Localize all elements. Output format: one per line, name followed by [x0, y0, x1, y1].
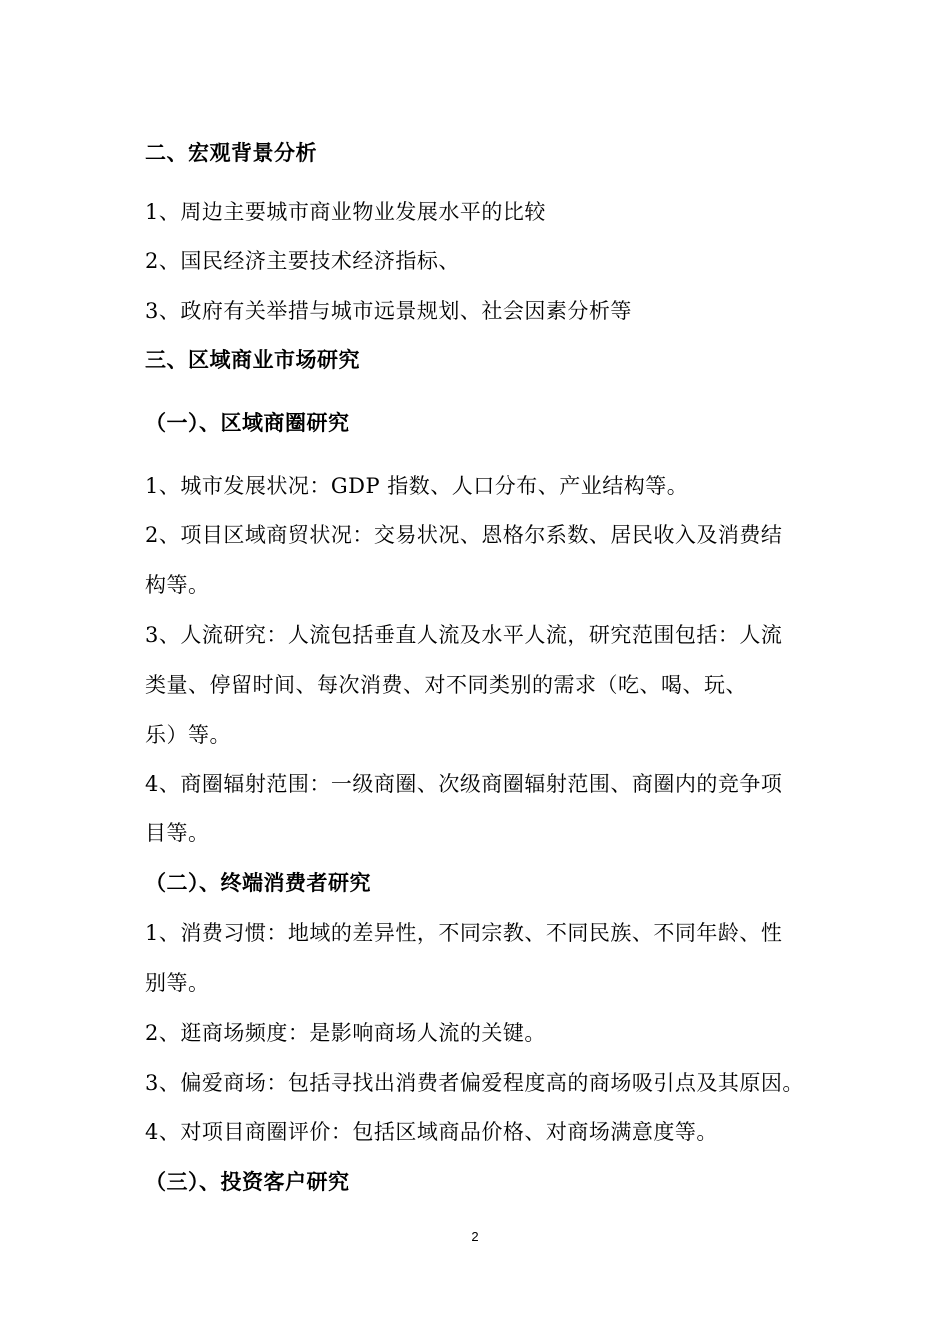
list-item: 4、商圈辐射范围：一级商圈、次级商圈辐射范围、商圈内的竞争项: [145, 772, 783, 796]
list-item: 1、城市发展状况：GDP 指数、人口分布、产业结构等。: [145, 474, 689, 498]
list-item: 3、政府有关举措与城市远景规划、社会因素分析等: [145, 299, 632, 323]
subsection-heading-trade-area: （一）、区域商圈研究: [145, 410, 350, 435]
list-item: 1、周边主要城市商业物业发展水平的比较: [145, 200, 546, 224]
subsection-heading-end-consumers: （二）、终端消费者研究: [145, 870, 371, 895]
subsection-heading-investor-clients: （三）、投资客户研究: [145, 1169, 350, 1194]
section-heading-regional-market: 三、区域商业市场研究: [145, 347, 360, 372]
list-item: 3、人流研究：人流包括垂直人流及水平人流，研究范围包括：人流: [145, 623, 783, 647]
list-item-continuation: 乐）等。: [145, 723, 231, 747]
list-item: 3、偏爱商场：包括寻找出消费者偏爱程度高的商场吸引点及其原因。: [145, 1071, 804, 1095]
section-heading-macro-background: 二、宏观背景分析: [145, 140, 317, 165]
list-item-continuation: 别等。: [145, 971, 210, 995]
list-item: 4、对项目商圈评价：包括区域商品价格、对商场满意度等。: [145, 1120, 718, 1144]
list-item: 2、项目区域商贸状况：交易状况、恩格尔系数、居民收入及消费结: [145, 523, 783, 547]
list-item-continuation: 目等。: [145, 821, 210, 845]
list-item-continuation: 构等。: [145, 573, 210, 597]
list-item-continuation: 类量、停留时间、每次消费、对不同类别的需求（吃、喝、玩、: [145, 673, 747, 697]
list-item: 2、国民经济主要技术经济指标、: [145, 249, 460, 273]
list-item: 2、逛商场频度：是影响商场人流的关键。: [145, 1021, 546, 1045]
list-item: 1、消费习惯：地域的差异性，不同宗教、不同民族、不同年龄、性: [145, 921, 783, 945]
page-number: 2: [471, 1229, 479, 1244]
